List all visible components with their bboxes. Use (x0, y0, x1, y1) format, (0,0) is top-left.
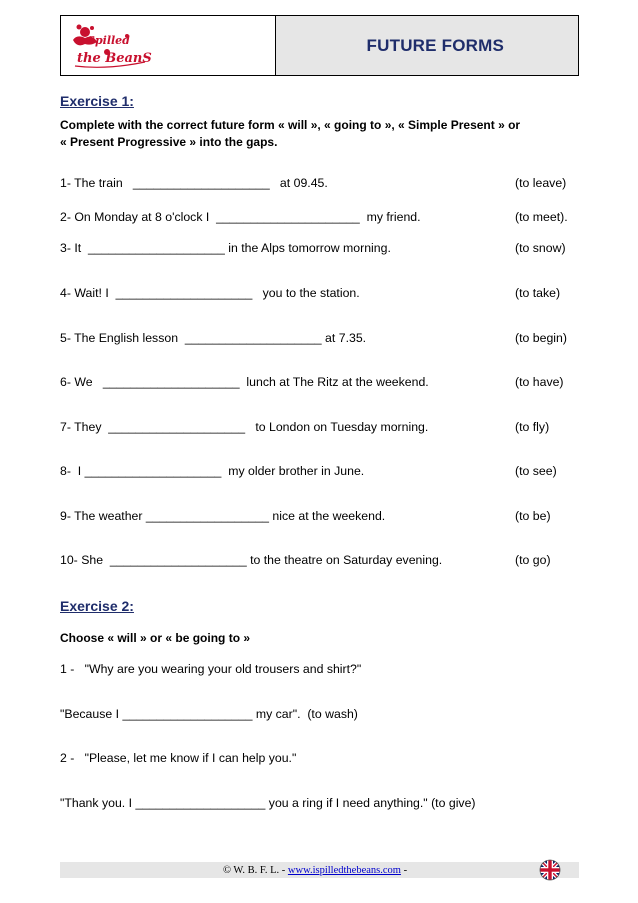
exercise1-hint-5: (to begin) (515, 331, 567, 345)
exercise1-hint-9: (to be) (515, 509, 551, 523)
exercise1-item-9: 9- The weather __________________ nice at the weekend. (60, 509, 386, 523)
footer-suffix: - (400, 865, 408, 876)
title-cell (276, 16, 578, 75)
exercise1-heading: Exercise 1: (60, 93, 134, 109)
exercise1-hint-8: (to see) (515, 464, 557, 478)
footer-text (223, 865, 407, 876)
page-title: FUTURE FORMS (366, 36, 504, 55)
footer-website-link[interactable]: www.ispilledthebeans.com (287, 865, 401, 876)
exercise1-item-2: 2- On Monday at 8 o'clock I _____________________ my friend. (60, 210, 421, 224)
exercise1-hint-6: (to have) (515, 375, 564, 389)
exercise2-line-4: "Thank you. I ___________________ you a ring if I need anything." (to give) (60, 796, 476, 810)
exercise1-item-6: 6- We ____________________ lunch at The Ritz at the weekend. (60, 375, 429, 389)
footer-copyright: © W. B. F. L. - (223, 865, 288, 876)
exercise1-hint-3: (to snow) (515, 241, 566, 255)
exercise2-line-2: "Because I ___________________ my car". (to wash) (60, 707, 358, 721)
logo-cell (61, 16, 276, 75)
svg-text:Spilled: Spilled (87, 34, 130, 47)
header-box (60, 15, 579, 76)
exercise1-item-1: 1- The train ____________________ at 09.45. (60, 176, 328, 190)
exercise1-item-7: 7- They ____________________ to London on Tuesday morning. (60, 420, 429, 434)
exercise1-instruction-line1: Complete with the correct future form « will », « going to », « Simple Present » or (60, 118, 521, 132)
svg-text:the BeanS: the BeanS (77, 51, 152, 66)
exercise1-hint-2: (to meet). (515, 210, 568, 224)
spilled-beans-logo (67, 22, 153, 70)
exercise1-item-3: 3- It ____________________ in the Alps tomorrow morning. (60, 241, 391, 255)
exercise2-heading: Exercise 2: (60, 598, 134, 614)
exercise1-item-4: 4- Wait! I ____________________ you to the station. (60, 286, 360, 300)
exercise1-hint-1: (to leave) (515, 176, 567, 190)
exercise1-item-8: 8- I ____________________ my older brother in June. (60, 464, 365, 478)
exercise1-hint-7: (to fly) (515, 420, 550, 434)
exercise2-line-1: 1 - "Why are you wearing your old trousers and shirt?" (60, 662, 362, 676)
exercise2-instruction: Choose « will » or « be going to » (60, 631, 251, 645)
exercise1-item-10: 10- She ____________________ to the theatre on Saturday evening. (60, 553, 443, 567)
exercise1-hint-10: (to go) (515, 553, 551, 567)
exercise1-instruction-line2: « Present Progressive » into the gaps. (60, 135, 278, 149)
exercise1-item-5: 5- The English lesson ____________________ at 7.35. (60, 331, 367, 345)
exercise1-hint-4: (to take) (515, 286, 561, 300)
exercise2-line-3: 2 - "Please, let me know if I can help you." (60, 751, 297, 765)
uk-flag-icon (539, 859, 561, 881)
